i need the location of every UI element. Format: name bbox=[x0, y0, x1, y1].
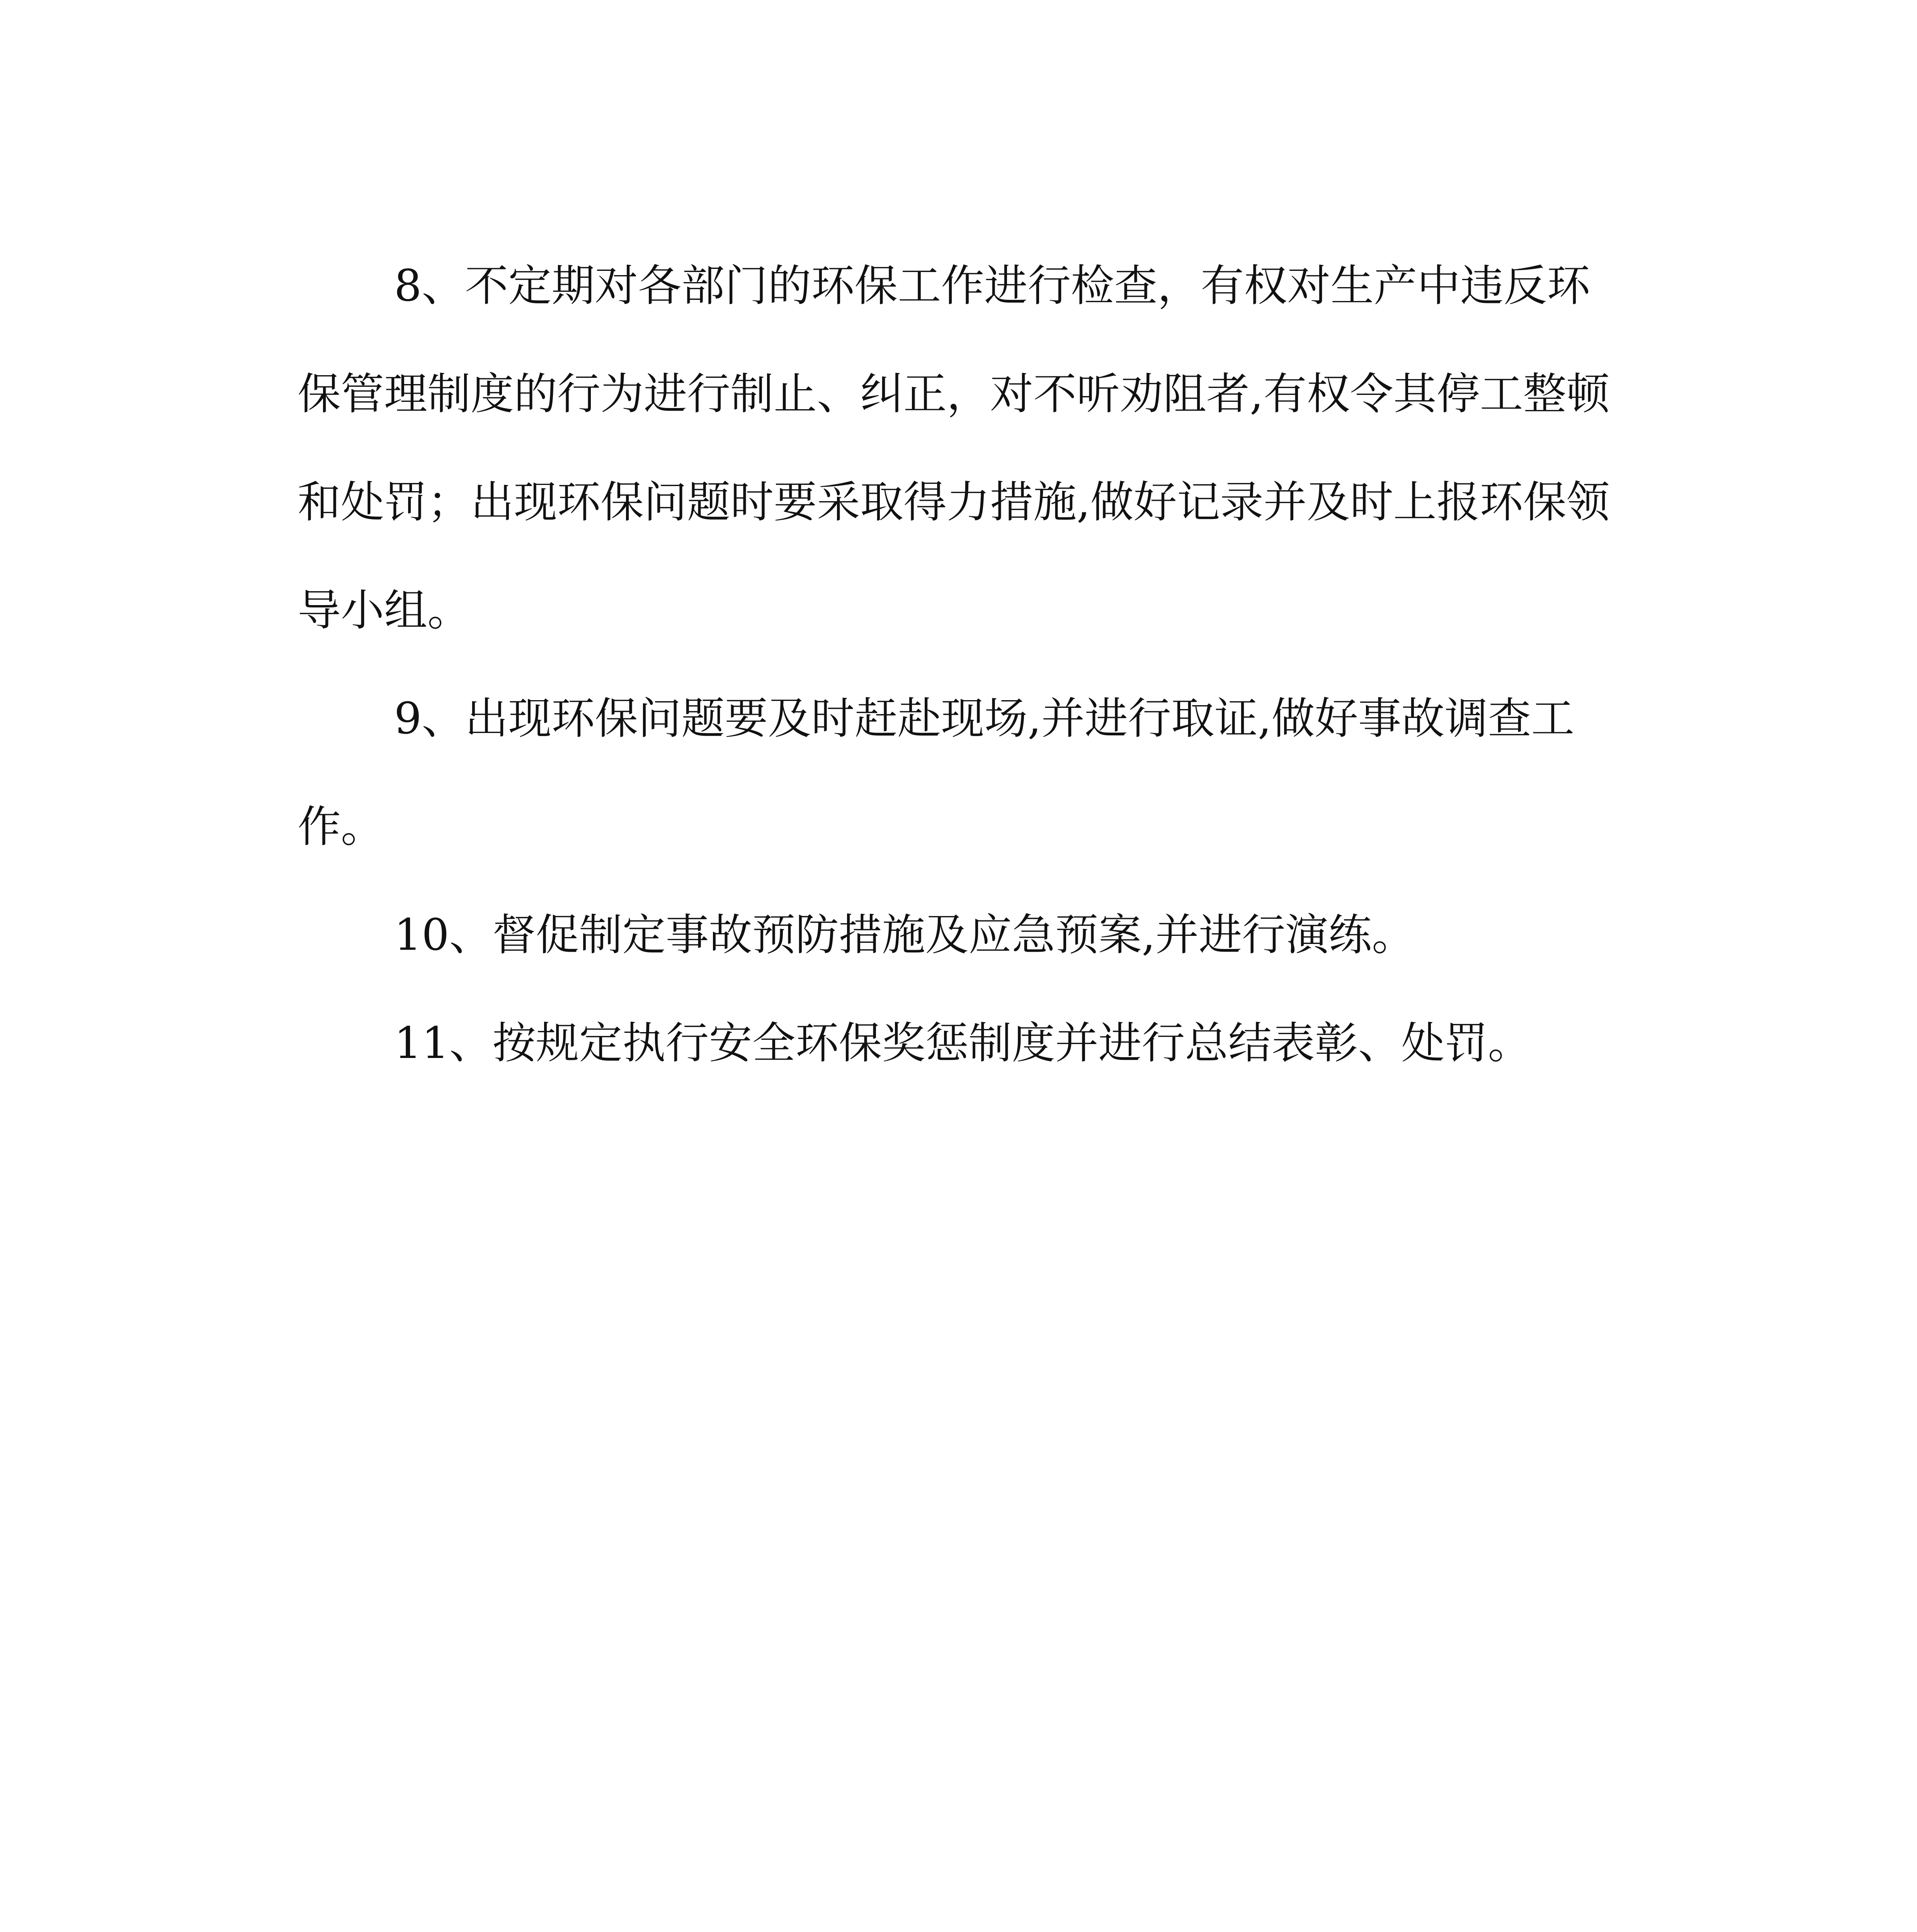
paragraph-item-8: 8、不定期对各部门的环保工作进行检查，有权对生产中违反环保管理制度的行为进行制止、纠正，对不听劝阻者,有权令其停工整顿和处罚；出现环保问题时要采取得力措施,做好记录并及时上报环保领导小组。 bbox=[298, 261, 1610, 636]
document-body bbox=[298, 232, 1619, 1097]
paragraph-item-10: 10、督促制定事故预防措施及应急预案,并进行演练。 bbox=[394, 910, 1415, 960]
paragraph-item-9: 9、出现环保问题要及时赶赴现场,并进行取证,做好事故调查工作。 bbox=[298, 694, 1575, 852]
paragraph-item-11: 11、按规定执行安全环保奖惩制度并进行总结表彰、处罚。 bbox=[394, 1018, 1531, 1068]
